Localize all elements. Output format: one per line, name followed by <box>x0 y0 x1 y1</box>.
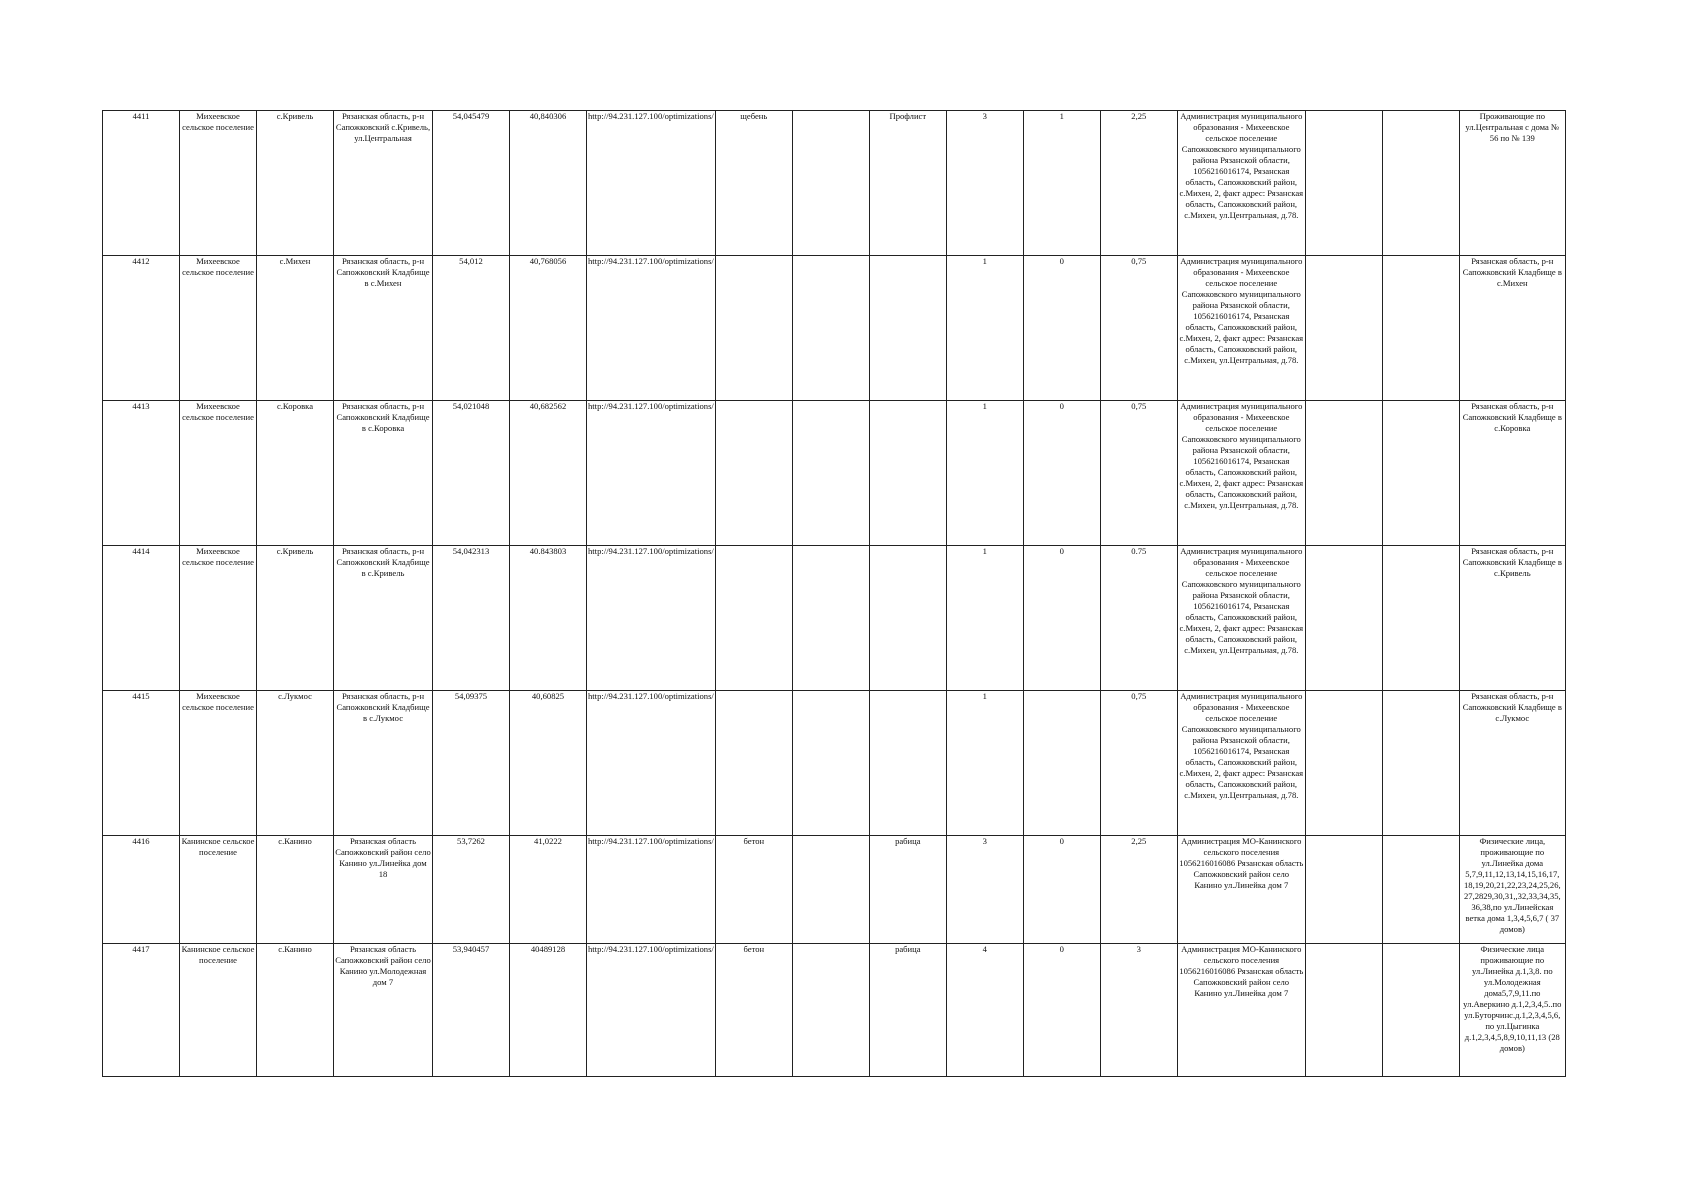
cell-fence: Профлист <box>869 111 946 256</box>
cell-planned: 0 <box>1023 401 1100 546</box>
cell-lon: 40.843803 <box>510 546 587 691</box>
cell-surface <box>715 401 792 546</box>
cell-address: Рязанская область, р-н Сапожковский Кладбище в с.Коровка <box>334 401 433 546</box>
cell-containers: 1 <box>946 401 1023 546</box>
cell-extra1 <box>1305 944 1382 1077</box>
cell-address: Рязанская область Сапожковский район село Канино ул.Линейка дом 18 <box>334 836 433 944</box>
cell-extra2 <box>1382 944 1459 1077</box>
cell-link[interactable]: http://94.231.127.100/optimizations/ <box>587 546 716 691</box>
cell-village: с.Коровка <box>257 401 334 546</box>
cell-area <box>792 546 869 691</box>
cell-extra2 <box>1382 546 1459 691</box>
cell-village: с.Кривель <box>257 546 334 691</box>
table-row <box>103 256 1566 401</box>
cell-id: 4416 <box>103 836 180 944</box>
cell-id: 4414 <box>103 546 180 691</box>
table-row <box>103 546 1566 691</box>
cell-lat: 54,045479 <box>433 111 510 256</box>
cell-owner: Администрация МО-Канинского сельского поселения 1056216016086 Рязанская область Сапожковский район село Канино ул.Линейка дом 7 <box>1177 944 1305 1077</box>
cell-volume: 3 <box>1100 944 1177 1077</box>
cell-sources: Физические лица, проживающие по ул.Линейка дома 5,7,9,11,12,13,14,15,16,17, 18,19,20,21,22,23,24,25,26, 27,2829,30,31,,32,33,34,35, 36,38,по ул.Линейская ветка дома 1,3,4,5,6,7 ( 37 домов) <box>1459 836 1565 944</box>
cell-id: 4411 <box>103 111 180 256</box>
cell-planned: 0 <box>1023 836 1100 944</box>
cell-lat: 53,940457 <box>433 944 510 1077</box>
cell-surface: щебень <box>715 111 792 256</box>
cell-id: 4415 <box>103 691 180 836</box>
cell-settlement: Михеевское сельское поселение <box>180 691 257 836</box>
cell-village: с.Лукмос <box>257 691 334 836</box>
cell-address: Рязанская область Сапожковский район село Канино ул.Молодежная дом 7 <box>334 944 433 1077</box>
cell-fence <box>869 546 946 691</box>
cell-link[interactable]: http://94.231.127.100/optimizations/ <box>587 944 716 1077</box>
cell-settlement: Канинское сельское поселение <box>180 836 257 944</box>
cell-extra1 <box>1305 401 1382 546</box>
table-row <box>103 111 1566 256</box>
cell-extra2 <box>1382 691 1459 836</box>
cell-surface <box>715 546 792 691</box>
cell-village: с.Кривель <box>257 111 334 256</box>
cell-sources: Рязанская область, р-н Сапожковский Кладбище в с.Михен <box>1459 256 1565 401</box>
cell-settlement: Михеевское сельское поселение <box>180 111 257 256</box>
cell-fence <box>869 256 946 401</box>
cell-address: Рязанская область, р-н Сапожковский Кладбище в с.Лукмос <box>334 691 433 836</box>
cell-extra1 <box>1305 691 1382 836</box>
cell-fence <box>869 401 946 546</box>
cell-containers: 3 <box>946 111 1023 256</box>
cell-lat: 54,09375 <box>433 691 510 836</box>
cell-fence: рабица <box>869 944 946 1077</box>
cell-lat: 53,7262 <box>433 836 510 944</box>
cell-lon: 40489128 <box>510 944 587 1077</box>
cell-volume: 0,75 <box>1100 401 1177 546</box>
table-row <box>103 836 1566 944</box>
cell-link[interactable]: http://94.231.127.100/optimizations/ <box>587 111 716 256</box>
cell-owner: Администрация муниципального образования - Михеевское сельское поселение Сапожковского муниципального района Рязанской области, 1056216016174, Рязанская область, Сапожковский район, с.Михен, 2, факт адрес: Рязанская область, Сапожковский район, с.Михен, ул.Центральная, д.78. <box>1177 256 1305 401</box>
table-row <box>103 944 1566 1077</box>
cell-id: 4413 <box>103 401 180 546</box>
cell-area <box>792 256 869 401</box>
cell-containers: 3 <box>946 836 1023 944</box>
cell-surface <box>715 256 792 401</box>
cell-extra2 <box>1382 111 1459 256</box>
cell-extra1 <box>1305 836 1382 944</box>
cell-fence: рабица <box>869 836 946 944</box>
cell-extra1 <box>1305 111 1382 256</box>
cell-planned: 0 <box>1023 256 1100 401</box>
cell-containers: 1 <box>946 256 1023 401</box>
cell-sources: Проживающие по ул.Центральная с дома № 56 по № 139 <box>1459 111 1565 256</box>
cell-owner: Администрация муниципального образования - Михеевское сельское поселение Сапожковского муниципального района Рязанской области, 1056216016174, Рязанская область, Сапожковский район, с.Михен, 2, факт адрес: Рязанская область, Сапожковский район, с.Михен, ул.Центральная, д.78. <box>1177 111 1305 256</box>
cell-containers: 1 <box>946 691 1023 836</box>
cell-settlement: Канинское сельское поселение <box>180 944 257 1077</box>
registry-table <box>102 110 1566 1077</box>
cell-id: 4417 <box>103 944 180 1077</box>
cell-fence <box>869 691 946 836</box>
cell-lon: 41,0222 <box>510 836 587 944</box>
cell-lon: 40,840306 <box>510 111 587 256</box>
cell-sources: Рязанская область, р-н Сапожковский Кладбище в с.Коровка <box>1459 401 1565 546</box>
cell-settlement: Михеевское сельское поселение <box>180 401 257 546</box>
cell-sources: Рязанская область, р-н Сапожковский Кладбище в с.Лукмос <box>1459 691 1565 836</box>
cell-id: 4412 <box>103 256 180 401</box>
cell-area <box>792 401 869 546</box>
cell-volume: 2,25 <box>1100 836 1177 944</box>
cell-surface: бетон <box>715 836 792 944</box>
cell-planned: 0 <box>1023 546 1100 691</box>
cell-volume: 0,75 <box>1100 256 1177 401</box>
cell-link[interactable]: http://94.231.127.100/optimizations/ <box>587 691 716 836</box>
cell-owner: Администрация муниципального образования - Михеевское сельское поселение Сапожковского муниципального района Рязанской области, 1056216016174, Рязанская область, Сапожковский район, с.Михен, 2, факт адрес: Рязанская область, Сапожковский район, с.Михен, ул.Центральная, д.78. <box>1177 401 1305 546</box>
cell-extra2 <box>1382 401 1459 546</box>
cell-surface <box>715 691 792 836</box>
cell-extra2 <box>1382 836 1459 944</box>
cell-volume: 0,75 <box>1100 691 1177 836</box>
cell-lat: 54,021048 <box>433 401 510 546</box>
cell-sources: Физические лица проживающие по ул.Линейка д.1,3,8. по ул.Молодежная дома5,7,9,11.по ул.Аверкино д.1,2,3,4,5..по ул.Буторчинс.д.1,2,3,4,5,6, по ул.Цыгинка д.1,2,3,4,5,8,9,10,11,13 (28 домов) <box>1459 944 1565 1077</box>
table-row <box>103 691 1566 836</box>
cell-containers: 1 <box>946 546 1023 691</box>
cell-link[interactable]: http://94.231.127.100/optimizations/ <box>587 401 716 546</box>
table-row <box>103 401 1566 546</box>
cell-village: с.Канино <box>257 944 334 1077</box>
cell-area <box>792 111 869 256</box>
cell-extra1 <box>1305 256 1382 401</box>
cell-area <box>792 691 869 836</box>
cell-sources: Рязанская область, р-н Сапожковский Кладбище в с.Кривель <box>1459 546 1565 691</box>
cell-lat: 54,042313 <box>433 546 510 691</box>
cell-lon: 40,768056 <box>510 256 587 401</box>
cell-address: Рязанская область, р-н Сапожковский Кладбище в с.Михен <box>334 256 433 401</box>
cell-lon: 40,682562 <box>510 401 587 546</box>
cell-link[interactable]: http://94.231.127.100/optimizations/ <box>587 256 716 401</box>
cell-planned <box>1023 691 1100 836</box>
cell-lon: 40,60825 <box>510 691 587 836</box>
cell-village: с.Канино <box>257 836 334 944</box>
cell-planned: 1 <box>1023 111 1100 256</box>
cell-lat: 54,012 <box>433 256 510 401</box>
cell-extra1 <box>1305 546 1382 691</box>
cell-area <box>792 944 869 1077</box>
cell-surface: бетон <box>715 944 792 1077</box>
cell-address: Рязанская область, р-н Сапожковский Кладбище в с.Кривель <box>334 546 433 691</box>
cell-area <box>792 836 869 944</box>
cell-owner: Администрация муниципального образования - Михеевское сельское поселение Сапожковского муниципального района Рязанской области, 1056216016174, Рязанская область, Сапожковский район, с.Михен, 2, факт адрес: Рязанская область, Сапожковский район, с.Михен, ул.Центральная, д.78. <box>1177 546 1305 691</box>
cell-volume: 2,25 <box>1100 111 1177 256</box>
cell-settlement: Михеевское сельское поселение <box>180 256 257 401</box>
cell-owner: Администрация МО-Канинского сельского поселения 1056216016086 Рязанская область Сапожковский район село Канино ул.Линейка дом 7 <box>1177 836 1305 944</box>
cell-settlement: Михеевское сельское поселение <box>180 546 257 691</box>
cell-village: с.Михен <box>257 256 334 401</box>
cell-planned: 0 <box>1023 944 1100 1077</box>
cell-owner: Администрация муниципального образования - Михеевское сельское поселение Сапожковского муниципального района Рязанской области, 1056216016174, Рязанская область, Сапожковский район, с.Михен, 2, факт адрес: Рязанская область, Сапожковский район, с.Михен, ул.Центральная, д.78. <box>1177 691 1305 836</box>
cell-link[interactable]: http://94.231.127.100/optimizations/ <box>587 836 716 944</box>
cell-containers: 4 <box>946 944 1023 1077</box>
cell-extra2 <box>1382 256 1459 401</box>
cell-address: Рязанская область, р-н Сапожковский с.Кривель, ул.Центральная <box>334 111 433 256</box>
cell-volume: 0.75 <box>1100 546 1177 691</box>
